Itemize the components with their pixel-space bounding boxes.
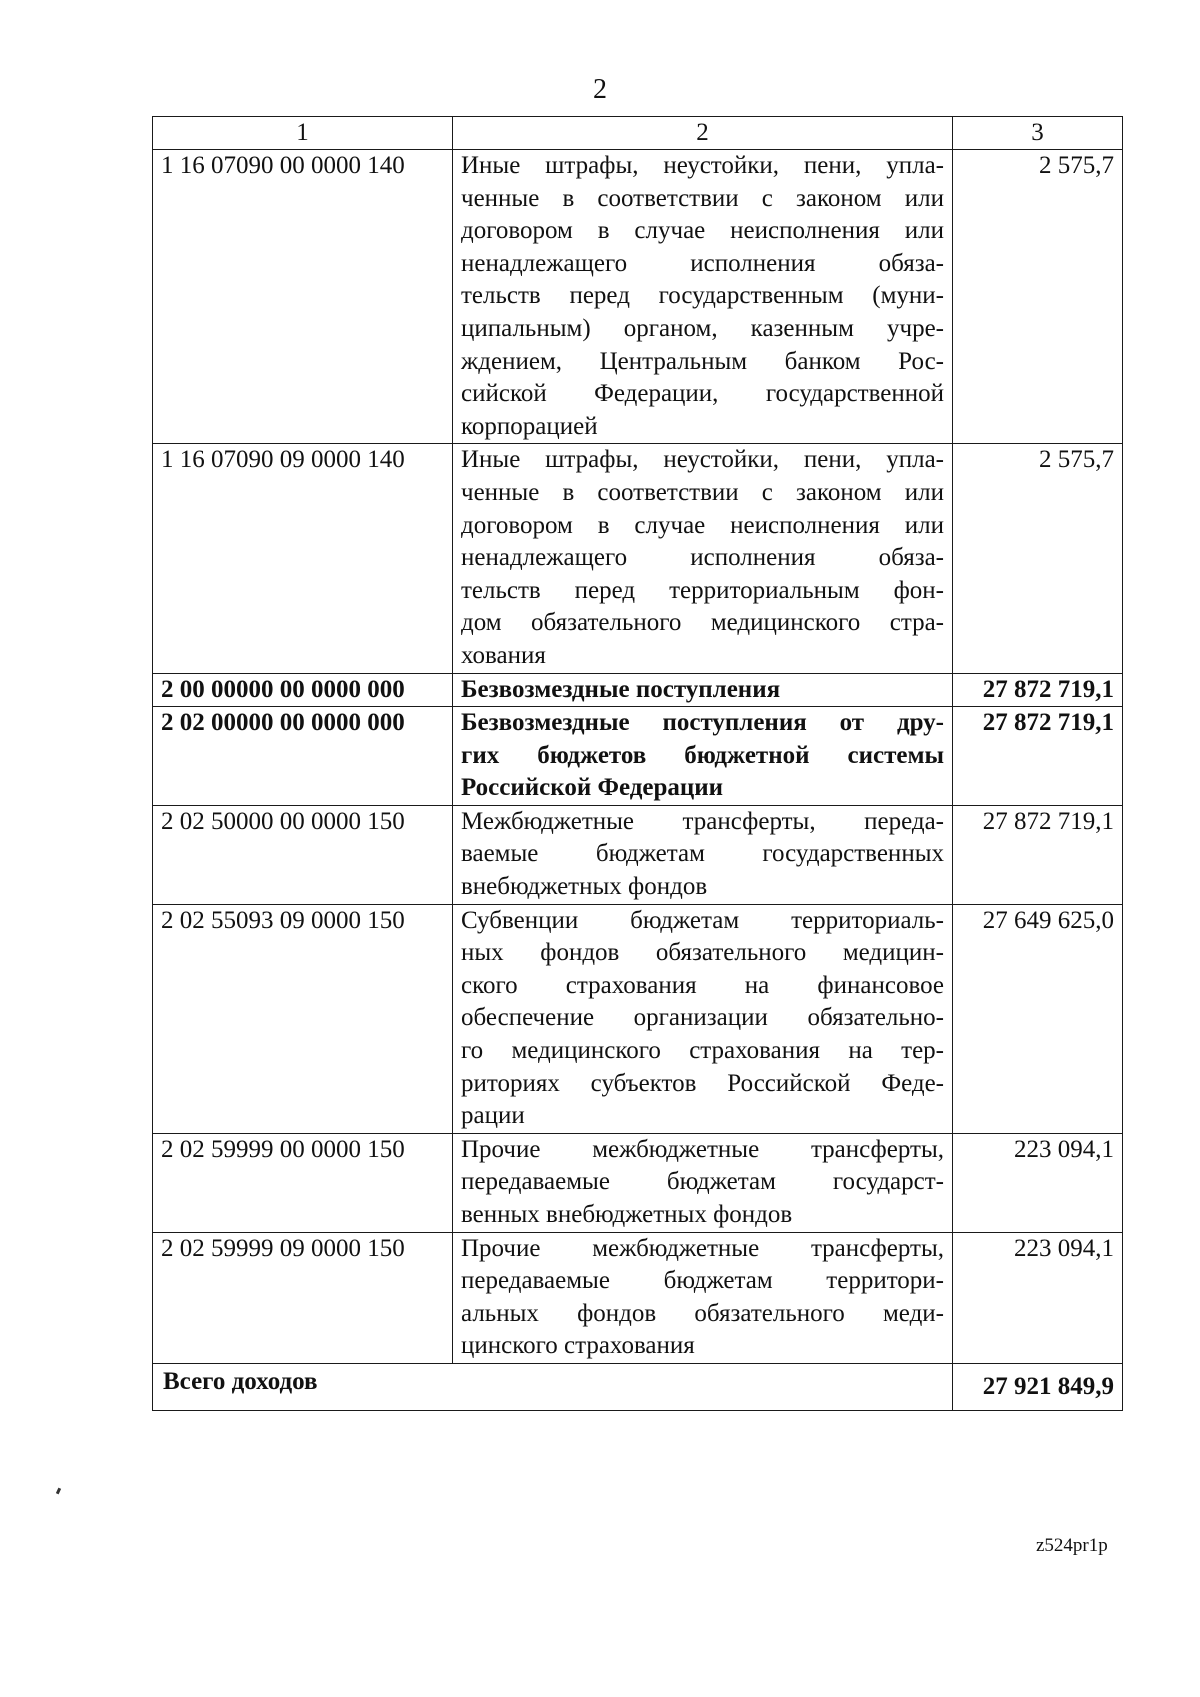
description-line: Прочие межбюджетные трансферты, — [461, 1135, 944, 1163]
description-cell — [453, 150, 953, 444]
description-line: обеспечение организации обязательно- — [461, 1004, 944, 1032]
description-line: венных внебюджетных фондов — [461, 1201, 793, 1228]
description-line: ждением, Центральным банком Рос- — [461, 347, 944, 375]
amount-cell: 27 872 719,1 — [953, 707, 1123, 806]
description-line: Межбюджетные трансферты, переда- — [461, 807, 944, 835]
description-line: ненадлежащего исполнения обяза- — [461, 544, 944, 572]
amount-cell: 27 872 719,1 — [953, 805, 1123, 904]
description-line: ченные в соответствии с законом или — [461, 184, 944, 212]
description-line: ваемые бюджетам государственных — [461, 840, 944, 868]
description-line: сийской Федерации, государственной — [461, 380, 944, 408]
table-row — [153, 150, 1123, 444]
amount-cell: 2 575,7 — [953, 444, 1123, 673]
description-line: Субвенции бюджетам территориаль- — [461, 906, 944, 934]
table-row — [153, 444, 1123, 673]
description-line: тельств перед территориальным фон- — [461, 576, 944, 604]
description-line: рации — [461, 1102, 525, 1130]
column-header-3: 3 — [953, 117, 1123, 150]
description-line: корпорацией — [461, 412, 598, 440]
table-row — [153, 904, 1123, 1133]
description-line: гих бюджетов бюджетной системы — [461, 741, 944, 769]
table-header-row — [153, 117, 1123, 150]
description-line: тельств перед государственным (муни- — [461, 282, 944, 310]
amount-cell: 223 094,1 — [953, 1232, 1123, 1363]
description-line: внебюджетных фондов — [461, 873, 708, 901]
table-row — [153, 805, 1123, 904]
description-cell — [453, 805, 953, 904]
description-cell — [453, 1232, 953, 1363]
description-line: передаваемые бюджетам государст- — [461, 1168, 944, 1196]
description-line: дом обязательного медицинского стра- — [461, 609, 944, 637]
description-line: ненадлежащего исполнения обяза- — [461, 249, 944, 277]
description-line: го медицинского страхования на тер- — [461, 1037, 944, 1065]
description-cell — [453, 444, 953, 673]
revenue-table — [152, 116, 1123, 1411]
total-amount: 27 921 849,9 — [953, 1363, 1123, 1410]
budget-code-cell: 1 16 07090 09 0000 140 — [153, 444, 453, 673]
description-line: Иные штрафы, неустойки, пени, упла- — [461, 446, 944, 474]
document-code: z524pr1p — [1036, 1535, 1108, 1556]
description-line: Безвозмездные поступления — [461, 675, 781, 703]
table-row — [153, 707, 1123, 806]
description-line: договором в случае неисполнения или — [461, 217, 944, 245]
description-cell — [453, 904, 953, 1133]
description-line: передаваемые бюджетам территори- — [461, 1267, 944, 1295]
amount-cell: 223 094,1 — [953, 1133, 1123, 1232]
amount-cell: 2 575,7 — [953, 150, 1123, 444]
description-line: Безвозмездные поступления от дру- — [461, 709, 944, 737]
description-line: Иные штрафы, неустойки, пени, упла- — [461, 152, 944, 179]
table-row — [153, 673, 1123, 707]
budget-code-cell: 2 02 59999 00 0000 150 — [153, 1133, 453, 1232]
total-label: Всего доходов — [153, 1363, 953, 1410]
total-row — [153, 1363, 1123, 1410]
description-line: ского страхования на финансовое — [461, 971, 944, 999]
budget-code-cell: 2 02 50000 00 0000 150 — [153, 805, 453, 904]
description-line: хования — [461, 641, 546, 669]
column-header-1: 1 — [153, 117, 453, 150]
table-row — [153, 1133, 1123, 1232]
budget-code-cell: 2 00 00000 00 0000 000 — [153, 673, 453, 707]
budget-code-cell: 2 02 59999 09 0000 150 — [153, 1232, 453, 1363]
description-line: Российской Федерации — [461, 774, 724, 802]
amount-cell: 27 872 719,1 — [953, 673, 1123, 707]
page-number: 2 — [593, 74, 607, 105]
amount-cell: 27 649 625,0 — [953, 904, 1123, 1133]
description-line: ченные в соответствии с законом или — [461, 478, 944, 506]
column-header-2: 2 — [453, 117, 953, 150]
description-cell — [453, 673, 953, 707]
description-line: Прочие межбюджетные трансферты, — [461, 1234, 944, 1262]
description-line: ципальным) органом, казенным учре- — [461, 314, 944, 342]
description-line: альных фондов обязательного меди- — [461, 1299, 944, 1327]
description-line: цинского страхования — [461, 1332, 695, 1360]
budget-code-cell: 1 16 07090 00 0000 140 — [153, 150, 453, 444]
description-cell — [453, 1133, 953, 1232]
description-line: ных фондов обязательного медицин- — [461, 939, 944, 967]
description-line: договором в случае неисполнения или — [461, 511, 944, 539]
description-cell — [453, 707, 953, 806]
table-body — [153, 117, 1123, 1411]
budget-code-cell: 2 02 00000 00 0000 000 — [153, 707, 453, 806]
description-line: риториях субъектов Российской Феде- — [461, 1069, 944, 1097]
table-row — [153, 1232, 1123, 1363]
scan-artifact — [56, 1488, 61, 1495]
budget-code-cell: 2 02 55093 09 0000 150 — [153, 904, 453, 1133]
